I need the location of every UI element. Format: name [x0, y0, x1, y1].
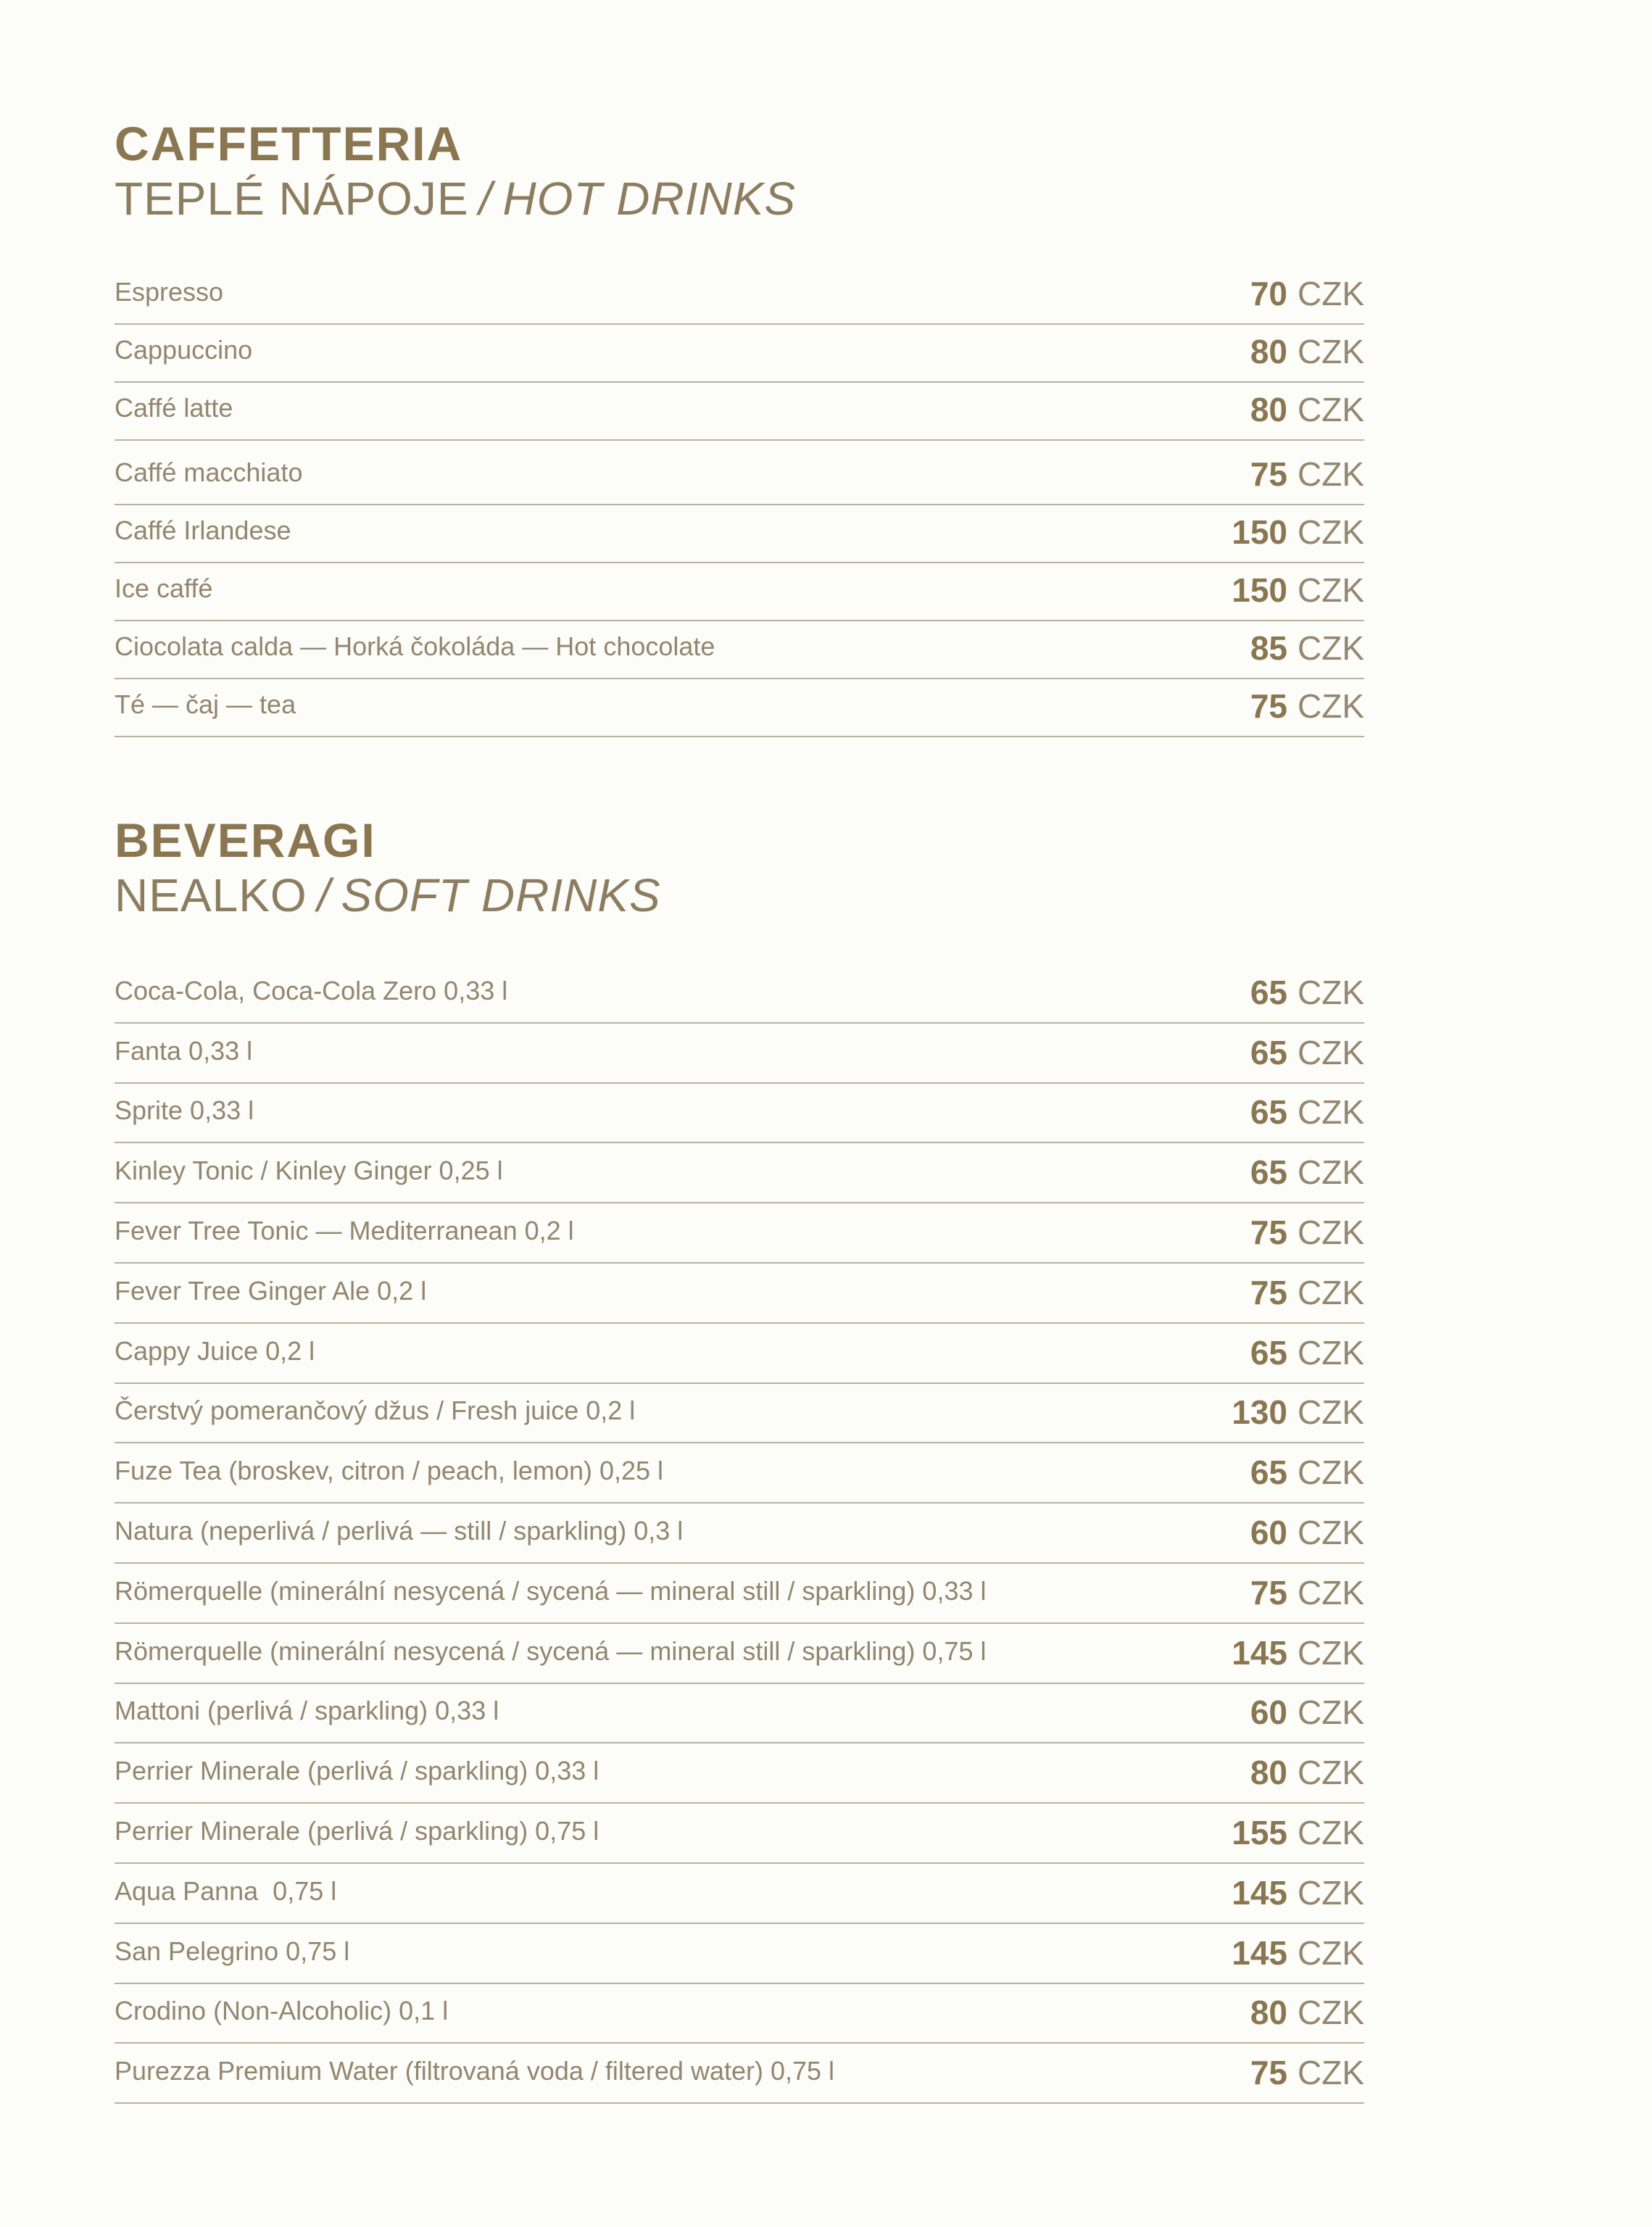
price-value: 150 [1232, 571, 1287, 609]
item-price [1250, 1153, 1364, 1192]
item-price [1250, 1753, 1364, 1792]
item-name: Čerstvý pomerančový džus / Fresh juice 0,2 l [115, 1395, 636, 1426]
item-name: Aqua Panna 0,75 l [115, 1875, 337, 1906]
soft-section-subtitle [115, 868, 1364, 923]
item-price [1250, 1453, 1364, 1492]
menu-item [115, 1684, 1364, 1744]
price-value: 60 [1250, 1693, 1287, 1732]
price-value: 80 [1250, 1754, 1287, 1792]
menu-item [115, 963, 1364, 1024]
price-value: 75 [1250, 1213, 1287, 1251]
menu-item [115, 1024, 1364, 1084]
item-name: Kinley Tonic / Kinley Ginger 0,25 l [115, 1156, 503, 1186]
item-name: San Pelegrino 0,75 l [115, 1936, 350, 1966]
item-price [1232, 571, 1364, 610]
item-price [1250, 1333, 1364, 1372]
price-currency: CZK [1298, 1693, 1364, 1732]
menu-item [115, 1864, 1364, 1924]
item-price [1232, 1633, 1364, 1672]
item-name: Purezza Premium Water (filtrovaná voda / filtered water) 0,75 l [115, 2056, 835, 2086]
item-name: Mattoni (perlivá / sparkling) 0,33 l [115, 1696, 499, 1726]
menu-item [115, 563, 1364, 621]
price-currency: CZK [1298, 1813, 1364, 1851]
price-value: 80 [1250, 391, 1287, 428]
price-currency: CZK [1298, 2054, 1364, 2092]
item-price [1250, 1092, 1364, 1132]
item-price [1250, 1993, 1364, 2032]
item-price [1232, 1813, 1364, 1852]
soft-drinks-section [115, 813, 1364, 923]
item-name: Fuze Tea (broskev, citron / peach, lemon) 0,25 l [115, 1456, 664, 1486]
price-value: 65 [1250, 1333, 1287, 1372]
menu-item [115, 1504, 1364, 1564]
price-value: 75 [1250, 1573, 1287, 1612]
hot-section-subtitle [115, 171, 1364, 226]
hot-drinks-section [115, 116, 1364, 226]
item-price [1250, 687, 1364, 726]
price-value: 75 [1250, 687, 1287, 725]
menu-item [115, 325, 1364, 383]
menu-item [115, 1743, 1364, 1804]
menu-item [115, 1443, 1364, 1504]
item-price [1250, 973, 1364, 1012]
item-price [1250, 1513, 1364, 1552]
price-currency: CZK [1298, 973, 1364, 1011]
price-currency: CZK [1298, 1994, 1364, 2032]
price-value: 65 [1250, 973, 1287, 1011]
price-currency: CZK [1298, 1933, 1364, 1972]
item-name: Cappuccino [115, 335, 253, 365]
item-name: Perrier Minerale (perlivá / sparkling) 0,33 l [115, 1756, 599, 1786]
price-value: 80 [1250, 1994, 1287, 2032]
price-currency: CZK [1298, 1273, 1364, 1311]
menu-item [115, 1624, 1364, 1684]
price-currency: CZK [1298, 1633, 1364, 1672]
soft-section-title: BEVERAGI [115, 813, 376, 867]
menu-item [115, 1564, 1364, 1624]
price-currency: CZK [1298, 333, 1364, 370]
menu-item [115, 1324, 1364, 1384]
price-currency: CZK [1298, 513, 1364, 551]
item-name: Sprite 0,33 l [115, 1095, 254, 1126]
item-price [1250, 629, 1364, 668]
price-value: 145 [1232, 1933, 1287, 1972]
item-price [1232, 513, 1364, 552]
item-price [1250, 1213, 1364, 1252]
price-value: 150 [1232, 513, 1287, 551]
price-currency: CZK [1298, 1573, 1364, 1612]
price-value: 85 [1250, 629, 1287, 667]
menu-item [115, 679, 1364, 737]
price-currency: CZK [1298, 1033, 1364, 1071]
price-currency: CZK [1298, 1213, 1364, 1251]
price-currency: CZK [1298, 391, 1364, 428]
item-name: Caffé latte [115, 393, 233, 423]
menu-item [115, 1264, 1364, 1324]
price-value: 65 [1250, 1093, 1287, 1132]
item-price [1250, 1573, 1364, 1612]
price-value: 130 [1232, 1393, 1287, 1432]
menu-item [115, 2044, 1364, 2104]
price-value: 145 [1232, 1633, 1287, 1672]
item-price [1232, 1393, 1364, 1432]
price-value: 145 [1232, 1873, 1287, 1912]
item-name: Natura (neperlivá / perlivá — still / sparkling) 0,3 l [115, 1515, 684, 1546]
price-value: 65 [1250, 1153, 1287, 1192]
price-currency: CZK [1298, 1873, 1364, 1912]
item-price [1250, 390, 1364, 429]
item-price [1250, 332, 1364, 371]
price-currency: CZK [1298, 275, 1364, 312]
item-price [1232, 1933, 1364, 1973]
item-name: Fever Tree Tonic — Mediterranean 0,2 l [115, 1215, 574, 1245]
price-value: 65 [1250, 1033, 1287, 1071]
hot-subtitle-en: HOT DRINKS [502, 173, 797, 225]
item-price [1232, 1873, 1364, 1912]
item-price [1250, 274, 1364, 313]
price-currency: CZK [1298, 1453, 1364, 1492]
price-currency: CZK [1298, 455, 1364, 493]
menu-item [115, 383, 1364, 441]
price-currency: CZK [1298, 1093, 1364, 1132]
price-value: 60 [1250, 1513, 1287, 1551]
price-currency: CZK [1298, 687, 1364, 725]
item-name: Römerquelle (minerální nesycená / sycená — mineral still / sparkling) 0,33 l [115, 1575, 987, 1606]
hot-subtitle-cz: TEPLÉ NÁPOJE [115, 173, 469, 225]
item-price [1250, 1693, 1364, 1732]
price-currency: CZK [1298, 629, 1364, 667]
soft-subtitle-en: SOFT DRINKS [341, 869, 661, 921]
item-price [1250, 1033, 1364, 1072]
price-value: 65 [1250, 1453, 1287, 1492]
item-name: Ciocolata calda — Horká čokoláda — Hot chocolate [115, 631, 715, 661]
price-currency: CZK [1298, 1513, 1364, 1551]
price-currency: CZK [1298, 1333, 1364, 1372]
item-name: Fanta 0,33 l [115, 1035, 253, 1066]
price-currency: CZK [1298, 1754, 1364, 1792]
item-name: Cappy Juice 0,2 l [115, 1335, 315, 1366]
menu-item [115, 1984, 1364, 2044]
item-price [1250, 455, 1364, 494]
menu-item [115, 1203, 1364, 1264]
item-name: Crodino (Non-Alcoholic) 0,1 l [115, 1996, 449, 2026]
item-name: Römerquelle (minerální nesycená / sycená — mineral still / sparkling) 0,75 l [115, 1635, 987, 1666]
soft-subtitle-separator: / [317, 869, 331, 921]
hot-drinks-list [115, 267, 1364, 737]
hot-section-title: CAFFETTERIA [115, 117, 463, 170]
price-value: 80 [1250, 333, 1287, 370]
item-name: Perrier Minerale (perlivá / sparkling) 0,75 l [115, 1815, 599, 1846]
item-name: Caffé Irlandese [115, 515, 291, 545]
item-price [1250, 1273, 1364, 1312]
price-value: 75 [1250, 1273, 1287, 1311]
price-currency: CZK [1298, 1393, 1364, 1432]
item-price [1250, 2053, 1364, 2092]
price-value: 75 [1250, 455, 1287, 493]
item-name: Caffé macchiato [115, 457, 303, 487]
price-currency: CZK [1298, 1153, 1364, 1192]
menu-item [115, 267, 1364, 325]
item-name: Té — čaj — tea [115, 689, 296, 719]
menu-item [115, 1924, 1364, 1984]
menu-item [115, 1804, 1364, 1864]
item-name: Coca-Cola, Coca-Cola Zero 0,33 l [115, 975, 508, 1005]
hot-subtitle-separator: / [478, 173, 493, 225]
soft-subtitle-cz: NEALKO [115, 869, 307, 921]
menu-item [115, 1384, 1364, 1444]
price-value: 70 [1250, 275, 1287, 312]
menu-item [115, 1143, 1364, 1203]
price-currency: CZK [1298, 571, 1364, 609]
item-name: Fever Tree Ginger Ale 0,2 l [115, 1275, 427, 1306]
item-name: Espresso [115, 277, 224, 307]
price-value: 155 [1232, 1813, 1287, 1851]
menu-item [115, 1084, 1364, 1144]
menu-item [115, 441, 1364, 505]
menu-item [115, 621, 1364, 679]
menu-item [115, 505, 1364, 563]
soft-drinks-list [115, 963, 1364, 2104]
item-name: Ice caffé [115, 573, 213, 603]
price-value: 75 [1250, 2054, 1287, 2092]
